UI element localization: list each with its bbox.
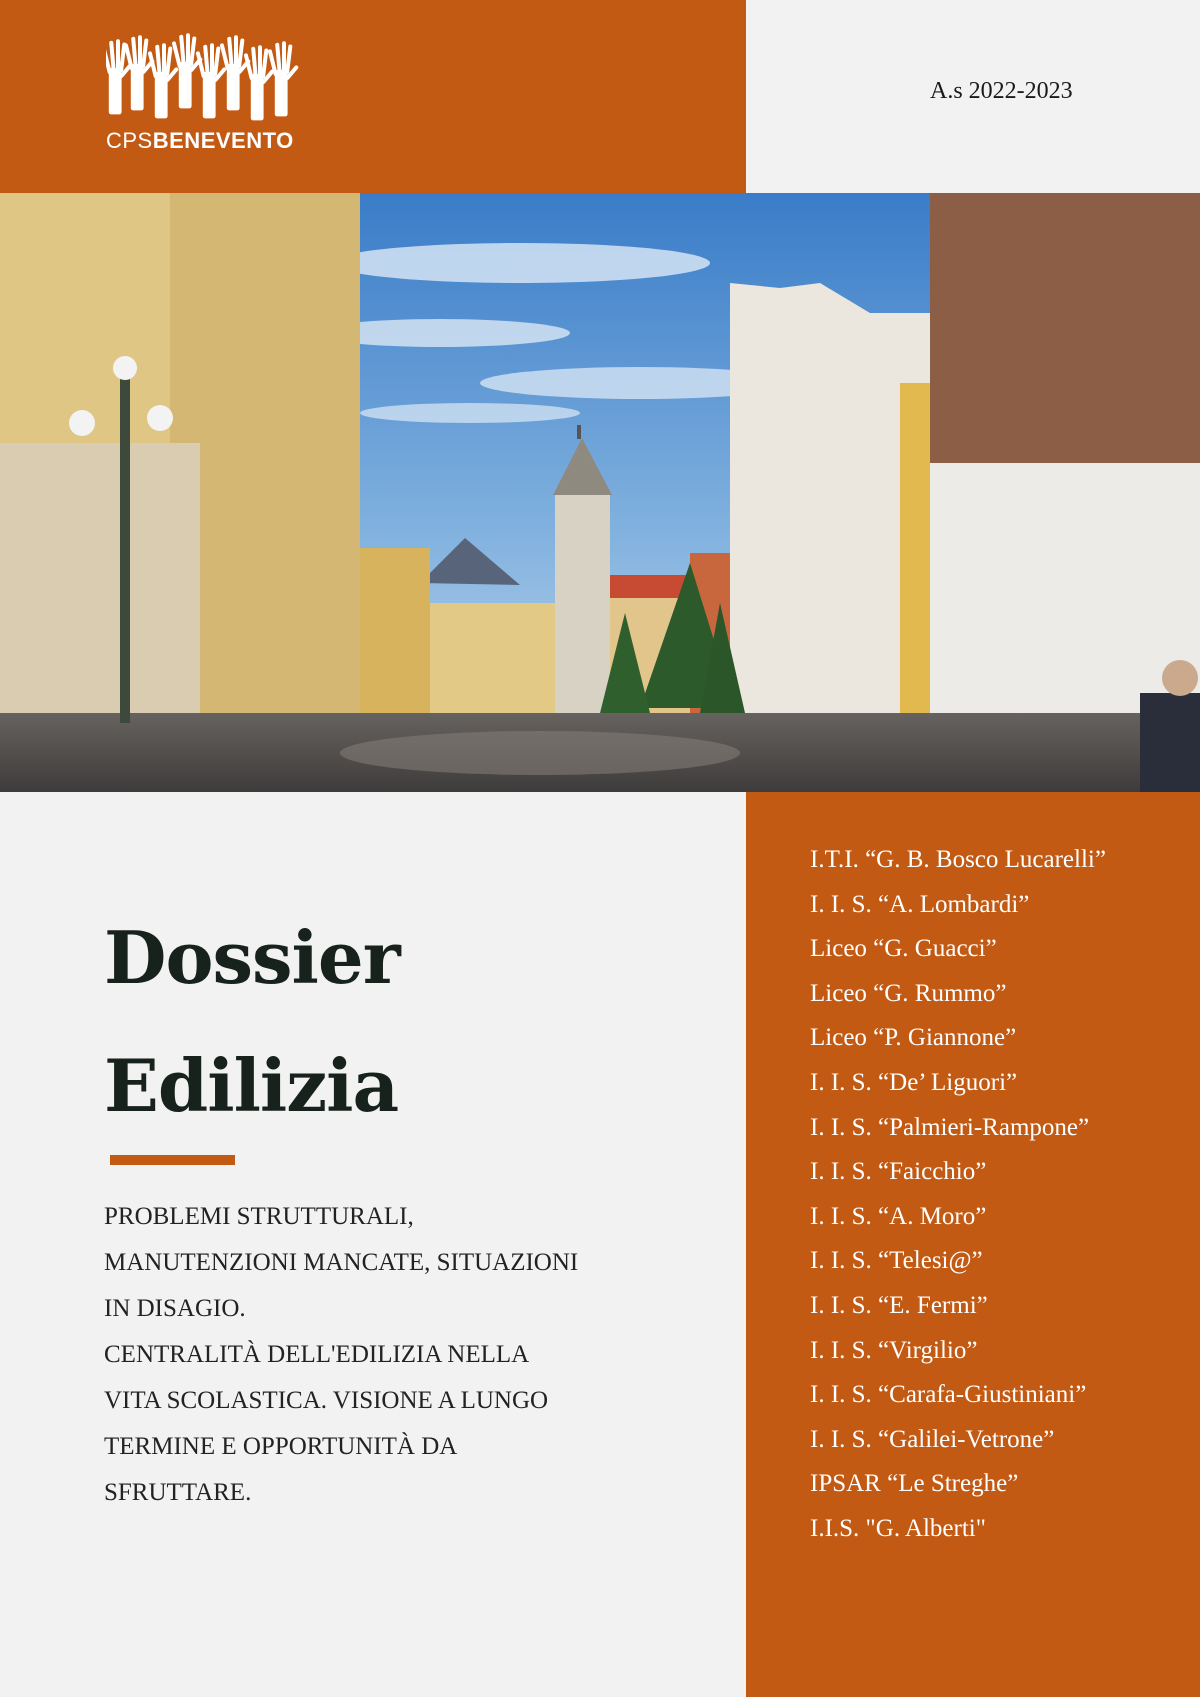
school-item: I. I. S. “A. Moro” <box>810 1202 987 1230</box>
school-list <box>810 838 1106 1552</box>
title-line-1: Dossier <box>104 915 400 1000</box>
description <box>104 1194 674 1516</box>
school-item: Liceo “G. Rummo” <box>810 979 1007 1007</box>
description-line: CENTRALITÀ DELL'EDILIZIA NELLA <box>104 1341 530 1368</box>
description-line: TERMINE E OPPORTUNITÀ DA <box>104 1433 458 1460</box>
school-item: I. I. S. “De’ Liguori” <box>810 1068 1018 1096</box>
page-title <box>104 894 400 1150</box>
raised-hands-icon <box>106 32 306 126</box>
description-line: SFRUTTARE. <box>104 1479 252 1506</box>
school-item: I. I. S. “Palmieri-Rampone” <box>810 1113 1090 1141</box>
school-item: I. I. S. “Galilei-Vetrone” <box>810 1425 1055 1453</box>
school-item: Liceo “P. Giannone” <box>810 1024 1017 1052</box>
school-item: I. I. S. “Virgilio” <box>810 1336 978 1364</box>
school-item: I. I. S. “Carafa-Giustiniani” <box>810 1381 1087 1409</box>
description-line: MANUTENZIONI MANCATE, SITUAZIONI <box>104 1249 579 1276</box>
school-item: I.T.I. “G. B. Bosco Lucarelli” <box>810 846 1106 873</box>
logo-wordmark-bold: BENEVENTO <box>152 128 294 153</box>
school-item: IPSAR “Le Streghe” <box>810 1470 1019 1498</box>
description-line: VITA SCOLASTICA. VISIONE A LUNGO <box>104 1387 549 1414</box>
description-line: IN DISAGIO. <box>104 1295 246 1322</box>
school-item: I. I. S. “E. Fermi” <box>810 1291 988 1319</box>
cps-benevento-logo <box>106 32 306 154</box>
school-year: A.s 2022-2023 <box>930 78 1073 104</box>
school-item: I. I. S. “Faicchio” <box>810 1158 987 1186</box>
title-line-2: Edilizia <box>104 1043 399 1128</box>
schools-panel <box>746 792 1200 1697</box>
school-item: Liceo “G. Guacci” <box>810 935 997 963</box>
school-item: I. I. S. “A. Lombardi” <box>810 890 1030 918</box>
logo-wordmark-prefix: CPS <box>106 128 153 153</box>
school-item: I. I. S. “Telesi@” <box>810 1247 983 1275</box>
description-line: PROBLEMI STRUTTURALI, <box>104 1203 414 1230</box>
street-scene-image <box>0 193 1200 792</box>
header-banner <box>0 0 746 193</box>
title-underline <box>110 1155 235 1165</box>
school-item: I.I.S. "G. Alberti" <box>810 1514 986 1542</box>
logo-wordmark <box>106 128 306 154</box>
city-photo <box>0 193 1200 792</box>
